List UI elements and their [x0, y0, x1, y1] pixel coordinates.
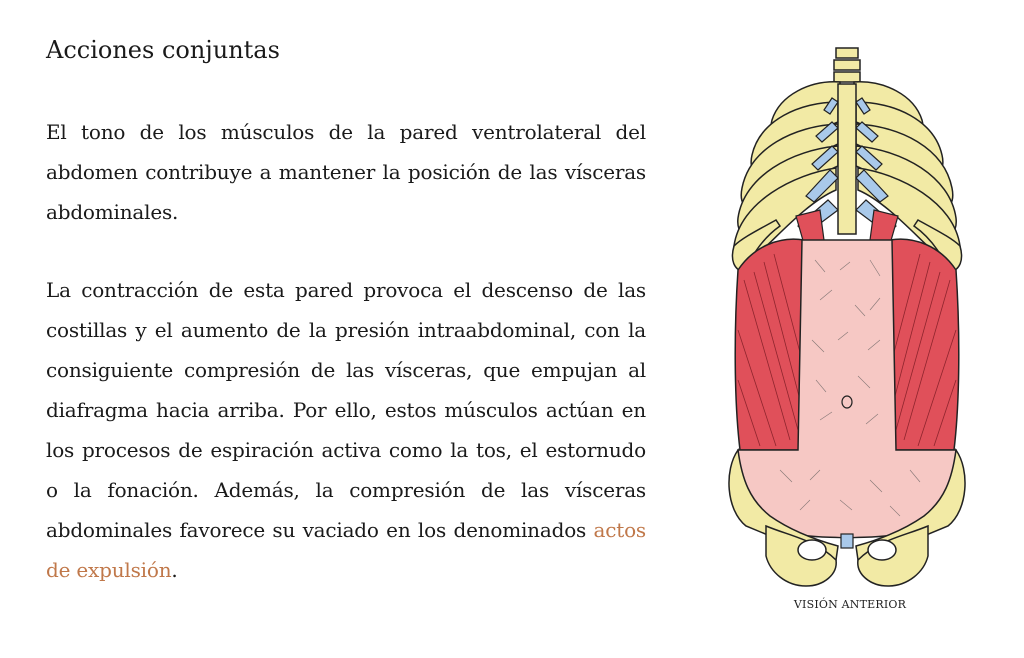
abdominal-wall-illustration: [720, 40, 980, 620]
paragraph-contraction-end: .: [171, 558, 178, 582]
paragraph-contraction-text: La contracción de esta pared provoca el descenso de las costillas y el aumento de la presión intraabdominal, con la consiguiente compresión de las vísceras, que empujan al diafragma hacia arriba. Por ello, estos músculos actúan en los procesos de espiración activa como la tos, el estornudo o la fonación. Además, la compresión de las vísceras abdominales favorece su vaciado en los denominados: [46, 278, 646, 542]
expulsion-acts-link[interactable]: actos de expulsión: [46, 518, 646, 582]
vertebral-column: [834, 48, 860, 82]
text-column: [46, 28, 646, 628]
figure-caption: VISIÓN ANTERIOR: [793, 598, 907, 611]
paragraph-contraction: [46, 270, 646, 590]
sternum: [838, 84, 856, 234]
pubic-symphysis: [841, 534, 853, 548]
section-title: Acciones conjuntas: [46, 36, 280, 64]
paragraph-tone: El tono de los músculos de la pared ventrolateral del abdomen contribuye a mantener la posición de las vísceras abdominales.: [46, 120, 646, 224]
